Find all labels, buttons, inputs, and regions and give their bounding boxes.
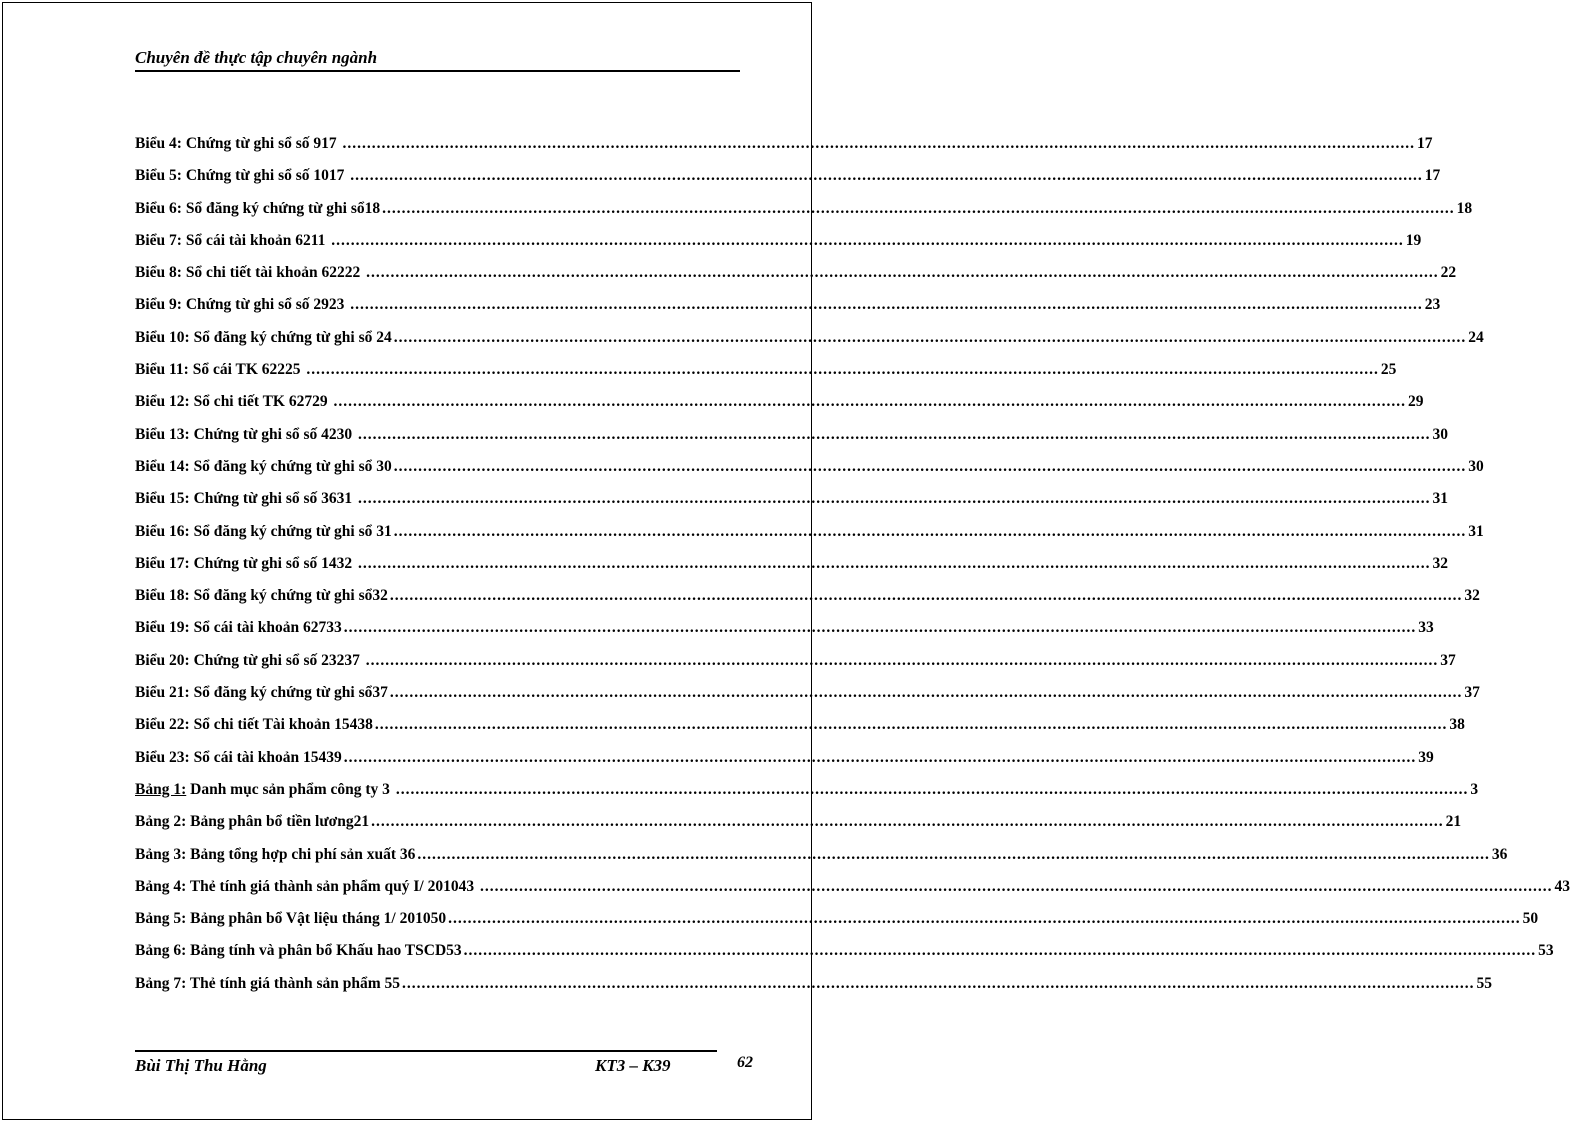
toc-dot-leader: ............................................................................................................................................................................................................................ — [333, 393, 1406, 411]
toc-dot-leader: ............................................................................................................................................................................................................................ — [365, 651, 1439, 669]
toc-dot-leader: ............................................................................................................................................................................................................................ — [479, 877, 1553, 895]
toc-entry-title: Sổ đăng ký chứng từ ghi sổ 31 — [189, 522, 392, 540]
toc-entry[interactable] — [135, 809, 1462, 841]
toc-entry[interactable] — [135, 874, 1570, 906]
toc-dot-leader: ............................................................................................................................................................................................................................ — [358, 490, 1431, 508]
toc-entry-page: 29 — [1408, 393, 1424, 411]
toc-entry[interactable] — [135, 519, 1484, 551]
toc-entry-page: 32 — [1464, 587, 1480, 605]
toc-entry[interactable] — [135, 777, 1479, 809]
toc-entry-page: 31 — [1468, 522, 1484, 540]
toc-entry-page: 33 — [1418, 619, 1434, 637]
toc-dot-leader: ............................................................................................................................................................................................................................ — [374, 716, 1448, 734]
toc-dot-leader: ............................................................................................................................................................................................................................ — [342, 135, 1416, 152]
toc-entry-title: Chứng từ ghi sổ số 2923 — [181, 296, 349, 314]
toc-entry[interactable] — [135, 325, 1484, 357]
toc-entry-prefix: Biểu 20: — [135, 651, 190, 669]
toc-entry-title: Sổ chi tiết TK 62729 — [189, 393, 332, 411]
toc-entry-prefix: Bảng 4: — [135, 877, 187, 895]
toc-entry-page: 43 — [1554, 877, 1570, 895]
toc-entry-prefix: Biểu 18: — [135, 587, 190, 605]
toc-entry-prefix: Biểu 14: — [135, 457, 190, 475]
toc-entry[interactable] — [135, 842, 1508, 874]
toc-entry-page: 22 — [1440, 264, 1457, 282]
toc-entry-page: 17 — [1424, 167, 1441, 185]
toc-dot-leader: ............................................................................................................................................................................................................................ — [389, 587, 1463, 605]
footer-author: Bùi Thị Thu Hằng — [135, 1056, 267, 1075]
toc-entry-title: Chứng từ ghi sổ số 917 — [181, 135, 341, 152]
toc-entry-title: Sổ cái TK 62225 — [188, 361, 305, 379]
toc-dot-leader: ............................................................................................................................................................................................................................ — [350, 296, 1423, 314]
toc-entry-prefix: Bảng 5: — [135, 910, 187, 928]
toc-entry-page: 38 — [1449, 716, 1465, 734]
toc-entry-title: Bảng tính và phân bổ Khấu hao TSCD53 — [186, 942, 462, 960]
toc-entry[interactable] — [135, 583, 1480, 615]
toc-entry-title: Chứng từ ghi sổ số 23237 — [189, 651, 364, 669]
toc-entry[interactable] — [135, 680, 1480, 712]
toc-entry-prefix: Biểu 4: — [135, 135, 182, 152]
page-footer — [135, 1055, 755, 1079]
toc-entry-prefix: Biểu 7: — [135, 231, 182, 249]
toc-entry[interactable] — [135, 971, 1493, 1003]
toc-entry[interactable] — [135, 260, 1457, 292]
toc-entry-prefix: Biểu 23: — [135, 748, 190, 766]
toc-entry-prefix: Biểu 5: — [135, 167, 182, 185]
toc-dot-leader: ............................................................................................................................................................................................................................ — [395, 780, 1469, 798]
toc-entry-title: Sổ đăng ký chứng từ ghi sổ32 — [189, 587, 388, 605]
toc-entry-prefix: Biểu 13: — [135, 425, 190, 443]
toc-entry[interactable] — [135, 712, 1465, 744]
page-header — [135, 48, 740, 72]
toc-entry-page: 55 — [1476, 974, 1493, 992]
toc-entry[interactable] — [135, 486, 1449, 518]
toc-dot-leader: ............................................................................................................................................................................................................................ — [402, 974, 1475, 992]
toc-entry-page: 19 — [1405, 231, 1422, 249]
toc-entry-title: Sổ cái tài khoản 6211 — [181, 231, 330, 249]
toc-dot-leader: ............................................................................................................................................................................................................................ — [448, 910, 1521, 928]
toc-entry-prefix: Biểu 10: — [135, 328, 190, 346]
toc-entry-page: 25 — [1380, 361, 1397, 379]
toc-entry-prefix: Biểu 17: — [135, 554, 190, 572]
toc-dot-leader: ............................................................................................................................................................................................................................ — [343, 619, 1417, 637]
toc-dot-leader: ............................................................................................................................................................................................................................ — [366, 264, 1439, 282]
toc-entry-page: 24 — [1468, 328, 1484, 346]
toc-entry-title: Bảng phân bổ tiền lương21 — [186, 813, 370, 831]
toc-entry-page: 50 — [1522, 910, 1539, 928]
toc-entry-page: 36 — [1491, 845, 1508, 863]
toc-dot-leader: ............................................................................................................................................................................................................................ — [463, 942, 1537, 960]
toc-dot-leader: ............................................................................................................................................................................................................................ — [393, 328, 1467, 346]
toc-entry-title: Chứng từ ghi sổ số 4230 — [189, 425, 357, 443]
toc-entry[interactable] — [135, 196, 1473, 228]
toc-entry[interactable] — [135, 389, 1424, 421]
toc-entry[interactable] — [135, 615, 1434, 647]
toc-entry-title: Bảng phân bổ Vật liệu tháng 1/ 201050 — [186, 910, 447, 928]
toc-entry-page: 30 — [1432, 425, 1449, 443]
toc-dot-leader: ............................................................................................................................................................................................................................ — [389, 684, 1463, 702]
toc-entry-prefix: Bảng 2: — [135, 813, 187, 831]
toc-entry-prefix: Biểu 21: — [135, 684, 190, 702]
toc-entry[interactable] — [135, 745, 1434, 777]
toc-entry-title: Bảng tổng hợp chi phí sản xuất 36 — [186, 845, 416, 863]
footer-rule — [135, 1050, 717, 1052]
toc-entry[interactable] — [135, 292, 1441, 324]
footer-class-code: KT3 – K39 — [595, 1056, 671, 1075]
toc-dot-leader: ............................................................................................................................................................................................................................ — [306, 361, 1379, 379]
toc-dot-leader: ............................................................................................................................................................................................................................ — [393, 522, 1467, 540]
toc-entry[interactable] — [135, 938, 1554, 970]
table-of-contents — [135, 131, 1570, 1003]
toc-entry[interactable] — [135, 648, 1456, 680]
toc-entry-prefix: Biểu 9: — [135, 296, 182, 314]
toc-entry-page: 37 — [1440, 651, 1456, 669]
toc-dot-leader: ............................................................................................................................................................................................................................ — [358, 554, 1431, 572]
toc-entry-title: Sổ cái tài khoản 62733 — [189, 619, 342, 637]
toc-entry-page: 53 — [1538, 942, 1554, 960]
toc-entry-page: 21 — [1445, 813, 1462, 831]
toc-entry-prefix: Biểu 12: — [135, 393, 190, 411]
toc-entry-prefix: Bảng 3: — [135, 845, 187, 863]
toc-entry-prefix: Biểu 19: — [135, 619, 190, 637]
toc-entry-page: 18 — [1456, 199, 1473, 217]
toc-entry-page: 23 — [1424, 296, 1441, 314]
toc-dot-leader: ............................................................................................................................................................................................................................ — [382, 199, 1455, 217]
toc-entry-title: Danh mục sản phẩm công ty 3 — [186, 780, 394, 798]
toc-entry-page: 37 — [1464, 684, 1480, 702]
toc-entry-page: 17 — [1417, 135, 1433, 152]
toc-entry-title: Thẻ tính giá thành sản phẩm 55 — [186, 974, 401, 992]
toc-entry-prefix: Biểu 11: — [135, 361, 189, 379]
toc-entry-prefix: Biểu 16: — [135, 522, 190, 540]
toc-entry-title: Chứng từ ghi sổ số 3631 — [189, 490, 357, 508]
toc-entry-title: Sổ chi tiết Tài khoản 15438 — [189, 716, 373, 734]
toc-entry[interactable] — [135, 422, 1449, 454]
toc-entry-title: Chứng từ ghi sổ số 1017 — [181, 167, 349, 185]
toc-entry[interactable] — [135, 906, 1539, 938]
toc-dot-leader: ............................................................................................................................................................................................................................ — [371, 813, 1444, 831]
toc-entry-page: 3 — [1470, 780, 1479, 798]
toc-entry-prefix: Biểu 8: — [135, 264, 182, 282]
toc-entry[interactable] — [135, 357, 1397, 389]
toc-entry-prefix: Biểu 22: — [135, 716, 190, 734]
toc-dot-leader: ............................................................................................................................................................................................................................ — [331, 231, 1404, 249]
toc-entry-prefix: Bảng 1: — [135, 780, 187, 798]
toc-dot-leader: ............................................................................................................................................................................................................................ — [393, 457, 1467, 475]
toc-entry-prefix: Biểu 6: — [135, 199, 182, 217]
toc-entry-title: Sổ chi tiết tài khoản 62222 — [181, 264, 365, 282]
toc-entry-title: Sổ đăng ký chứng từ ghi sổ 30 — [189, 457, 392, 475]
toc-dot-leader: ............................................................................................................................................................................................................................ — [350, 167, 1423, 185]
toc-dot-leader: ............................................................................................................................................................................................................................ — [358, 425, 1431, 443]
toc-dot-leader: ............................................................................................................................................................................................................................ — [417, 845, 1490, 863]
toc-entry-title: Thẻ tính giá thành sản phẩm quý I/ 201043 — [186, 877, 478, 895]
toc-entry-page: 31 — [1432, 490, 1449, 508]
toc-entry-title: Sổ đăng ký chứng từ ghi sổ37 — [189, 684, 388, 702]
toc-entry[interactable] — [135, 454, 1484, 486]
toc-entry-prefix: Bảng 6: — [135, 942, 187, 960]
toc-entry-page: 39 — [1418, 748, 1434, 766]
toc-entry-title: Sổ đăng ký chứng từ ghi sổ18 — [181, 199, 381, 217]
toc-entry[interactable] — [135, 228, 1422, 260]
toc-entry-title: Sổ cái tài khoản 15439 — [189, 748, 342, 766]
header-title: Chuyên đề thực tập chuyên ngành — [135, 48, 378, 67]
toc-entry[interactable] — [135, 551, 1449, 583]
toc-entry-prefix: Bảng 7: — [135, 974, 187, 992]
toc-entry[interactable] — [135, 163, 1441, 195]
footer-page-number: 62 — [737, 1054, 753, 1071]
toc-entry[interactable] — [135, 131, 1433, 163]
toc-entry-title: Sổ đăng ký chứng từ ghi sổ 24 — [189, 328, 392, 346]
toc-entry-prefix: Biểu 15: — [135, 490, 190, 508]
toc-entry-page: 30 — [1468, 457, 1484, 475]
toc-entry-page: 32 — [1432, 554, 1449, 572]
toc-entry-title: Chứng từ ghi sổ số 1432 — [189, 554, 357, 572]
toc-dot-leader: ............................................................................................................................................................................................................................ — [343, 748, 1417, 766]
